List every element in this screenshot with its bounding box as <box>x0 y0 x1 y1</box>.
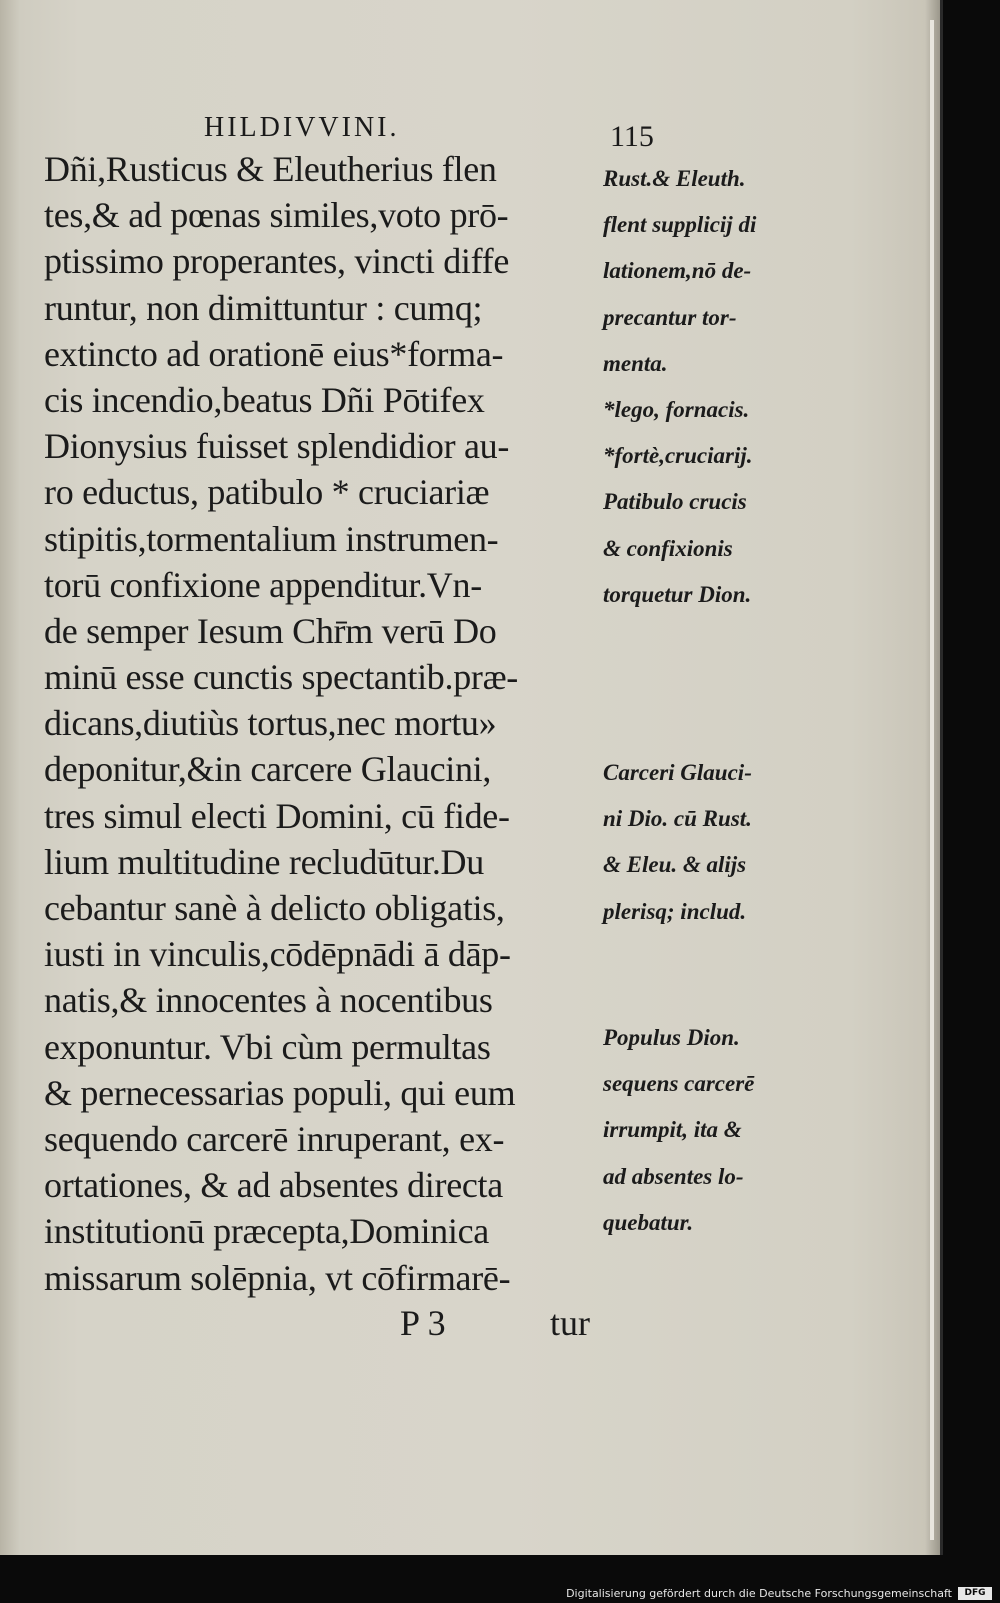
margin-note-line: plerisq; includ. <box>603 898 747 924</box>
margin-note-line: & Eleu. & alijs <box>603 852 747 878</box>
margin-note-line: menta. <box>603 350 668 376</box>
margin-note-2 <box>603 750 833 935</box>
margin-note-line: ad absentes lo- <box>603 1163 744 1189</box>
text-line: Dionysius fuisset splendidior au- <box>44 426 510 467</box>
catchword: tur <box>550 1303 590 1343</box>
text-line: iusti in vinculis,cōdēpnādi ā dāp- <box>44 934 511 975</box>
margin-note-line: lationem,nō de- <box>603 258 752 284</box>
text-line: dicans,diutiùs tortus,nec mortu» <box>44 703 497 744</box>
text-line: runtur, non dimittuntur : cumq; <box>44 287 483 328</box>
text-line: institutionū præcepta,Dominica <box>44 1211 489 1252</box>
page-edge <box>930 20 934 1540</box>
text-line: sequendo carcerē inruperant, ex- <box>44 1118 505 1159</box>
text-line: exponuntur. Vbi cùm permultas <box>44 1026 491 1067</box>
text-line: extincto ad orationē eius*forma- <box>44 333 504 374</box>
margin-note-line: & confixionis <box>603 535 733 561</box>
running-head: HILDIVVINI. <box>204 112 400 143</box>
text-line: missarum solēpnia, vt cōfirmarē- <box>44 1257 511 1298</box>
text-line: ro eductus, patibulo * cruciariæ <box>44 472 490 513</box>
text-line: de semper Iesum Chr̄m verū Do <box>44 610 497 651</box>
text-line: torū confixione appenditur.Vn- <box>44 564 482 605</box>
margin-note-line: sequens carcerē <box>603 1071 755 1097</box>
margin-note-3 <box>603 1015 833 1246</box>
margin-note-line: flent supplicij di <box>603 212 757 238</box>
margin-note-line: ni Dio. cū Rust. <box>603 806 752 832</box>
margin-note-line: torquetur Dion. <box>603 581 752 607</box>
signature-mark: P 3 <box>400 1303 446 1343</box>
text-line: stipitis,tormentalium instrumen- <box>44 518 499 559</box>
text-line: ptissimo properantes, vincti diffe <box>44 241 510 282</box>
text-line: cebantur sanè à delicto obligatis, <box>44 888 505 928</box>
margin-note-line: Rust.& Eleuth. <box>603 166 746 191</box>
text-line: deponitur,&in carcere Glaucini, <box>44 749 492 790</box>
margin-note-line: precantur tor- <box>603 304 737 330</box>
main-text-block <box>44 146 614 1301</box>
text-line: ortationes, & ad absentes directa <box>44 1165 503 1206</box>
margin-note-line: *fortè,cruciarij. <box>603 443 753 469</box>
margin-note-line: Patibulo crucis <box>603 489 747 515</box>
margin-note-line: Populus Dion. <box>603 1025 740 1050</box>
margin-note-line: *lego, fornacis. <box>603 396 750 422</box>
text-line: tres simul electi Domini, cū fide- <box>44 795 510 836</box>
text-line: cis incendio,beatus Dñi Pōtifex <box>44 379 485 420</box>
margin-note-1 <box>603 156 833 618</box>
digitization-credit: Digitalisierung gefördert durch die Deutsche Forschungsgemeinschaft <box>566 1587 952 1600</box>
margin-note-line: Carceri Glauci- <box>603 760 752 785</box>
text-line: minū esse cunctis spectantib.præ- <box>44 657 518 698</box>
page-number: 115 <box>610 120 654 153</box>
text-line: natis,& innocentes à nocentibus <box>44 980 493 1021</box>
margin-note-line: irrumpit, ita & <box>603 1117 742 1143</box>
text-line: tes,& ad pœnas similes,voto prō- <box>44 195 509 236</box>
dfg-logo: DFG <box>958 1587 992 1600</box>
text-line: Dñi,Rusticus & Eleutherius flen <box>44 149 497 189</box>
text-line: & pernecessarias populi, qui eum <box>44 1072 516 1113</box>
text-line: lium multitudine recludūtur.Du <box>44 841 484 882</box>
margin-note-line: quebatur. <box>603 1209 694 1235</box>
